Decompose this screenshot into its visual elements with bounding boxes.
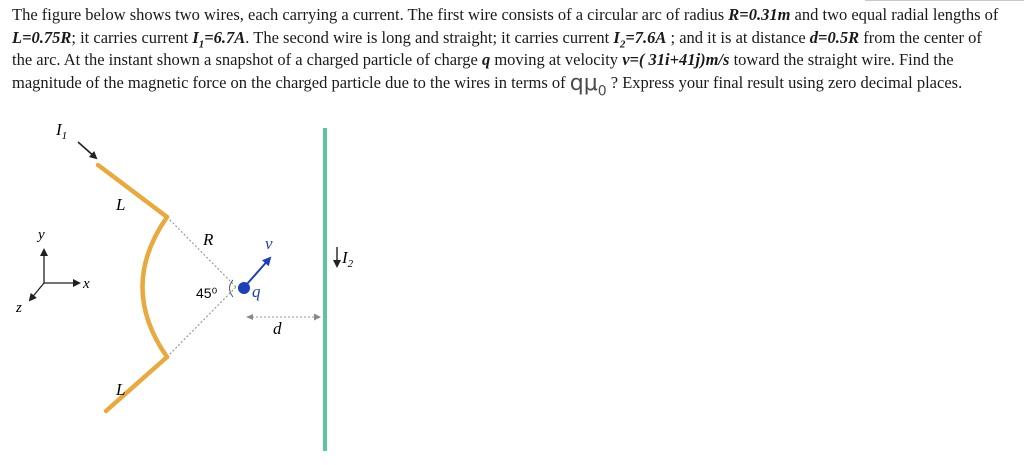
- current-2-label: $I_2$: [342, 248, 354, 270]
- radius-label: R: [203, 230, 214, 249]
- current-1-symbol: I: [192, 27, 199, 47]
- problem-text-6: from the center of the arc. At the instant shown a snapshot of a charged particle of charge: [12, 27, 982, 69]
- velocity-value: v=( 31i+41j)m/s: [622, 50, 730, 69]
- distance-arrowhead-left: [246, 314, 253, 320]
- distance-value: d=0.5R: [809, 27, 860, 47]
- problem-text-2: and two equal radial lengths of: [790, 5, 999, 24]
- current-1-subscript: 1: [198, 37, 205, 50]
- velocity-arrow: [247, 258, 270, 284]
- length-label-bottom: L: [116, 380, 126, 399]
- current-2-subscript: 2: [619, 37, 626, 50]
- radius-line-top: [167, 217, 236, 287]
- problem-text-9: ? Express your final result using zero decimal places.: [606, 72, 963, 92]
- current-2-amount: =7.6A: [625, 27, 667, 47]
- problem-text-4: . The second wire is long and straight; it carries current: [245, 27, 614, 47]
- problem-text-1: The figure below shows two wires, each carrying a current. The first wire consists of a circular arc of radius: [12, 5, 729, 24]
- length-value: L=0.75R: [12, 27, 72, 47]
- problem-text-5: ; and it is at distance: [666, 27, 810, 47]
- current-1-arrow: [78, 142, 96, 158]
- length-label-top: L: [116, 195, 126, 214]
- arc-wire: [98, 165, 167, 411]
- radius-value: R=0.31m: [728, 5, 791, 24]
- q-mu-subscript: 0: [597, 82, 607, 99]
- charge-symbol: q: [481, 50, 491, 69]
- angle-label: 45⁰: [196, 285, 218, 301]
- problem-text-7: moving at velocity: [490, 50, 623, 69]
- circular-arc: [143, 217, 168, 357]
- problem-text-3: ; it carries current: [71, 27, 193, 47]
- current-1-label: $I_1$: [56, 120, 68, 142]
- x-axis-label: x: [83, 276, 90, 292]
- current-2-symbol: I: [613, 27, 620, 47]
- z-axis-label: z: [16, 300, 22, 316]
- current-1-amount: =6.7A: [204, 27, 246, 47]
- radial-segment-top: [98, 165, 167, 217]
- velocity-label: v: [265, 234, 273, 253]
- coordinate-axes: [15, 227, 90, 316]
- distance-label: d: [273, 319, 282, 338]
- problem-text-8: toward the straight wire. Find the magnitude of the magnetic force on the charged particle due to the wires in terms of: [12, 50, 954, 92]
- z-axis: [30, 283, 44, 300]
- charge-label: q: [252, 282, 261, 301]
- y-axis-label: y: [38, 227, 45, 243]
- q-mu-text: qμ: [569, 70, 598, 96]
- angle-arc: [230, 280, 234, 297]
